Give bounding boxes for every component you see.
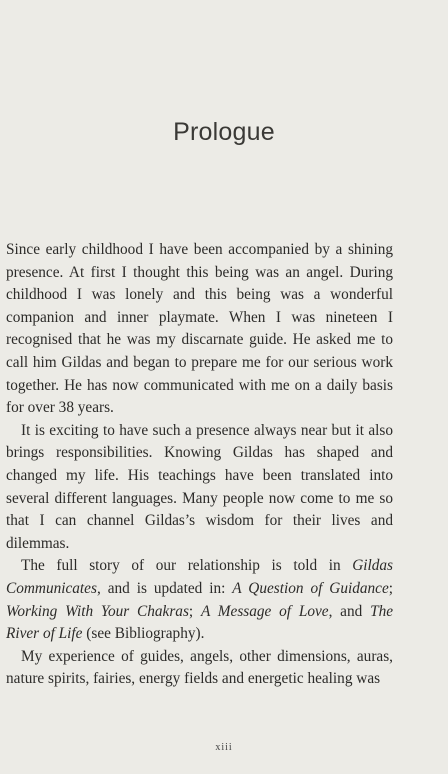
paragraph-3-text-6: (see Bibliography). xyxy=(82,625,205,643)
book-title-working-with-your-chakras: Working With Your Chakras xyxy=(6,602,189,620)
paragraph-3 xyxy=(6,555,393,645)
book-title-the-river-of-life: The River of Life xyxy=(6,602,394,643)
paragraph-2: It is exciting to have such a presence always near but it also brings responsibilities. Knowing Gildas has shaped and changed my life. His teachings have been translated into several different languages. Many people now come to me so that I can channel Gildas’s wisdom for their lives and dilemmas. xyxy=(6,421,393,552)
paragraph-4: My experience of guides, angels, other dimensions, auras, nature spirits, fairies, energy fields and energetic healing was xyxy=(6,647,393,688)
paragraph-3-text-1: The full story of our relationship is told in xyxy=(21,557,353,575)
paragraph-3-text-4: ; xyxy=(188,602,201,620)
book-title-a-question-of-guidance: A Question of Guidance xyxy=(232,579,389,597)
book-title-a-message-of-love: A Message of Love xyxy=(200,602,329,620)
chapter-title: Prologue xyxy=(173,118,275,146)
body-text xyxy=(6,239,393,691)
book-title-gildas-communicates: Gildas Communicates xyxy=(6,557,393,597)
paragraph-1: Since early childhood I have been accompanied by a shining presence. At first I thought this being was an angel. During childhood I was lonely and this being was a wonderful companion and inner playmate. When I was nineteen I recognised that he was my discarnate guide. He asked me to call him Gildas and began to prepare me for our serious work together. He has now communicated with me on a daily basis for over 38 years. xyxy=(6,241,393,417)
paragraph-3-text-5: , and xyxy=(328,602,371,620)
page-number: xiii xyxy=(215,742,233,753)
paragraph-3-text-3: ; xyxy=(388,579,393,597)
paragraph-3-text-2: , and is updated in: xyxy=(96,579,233,597)
